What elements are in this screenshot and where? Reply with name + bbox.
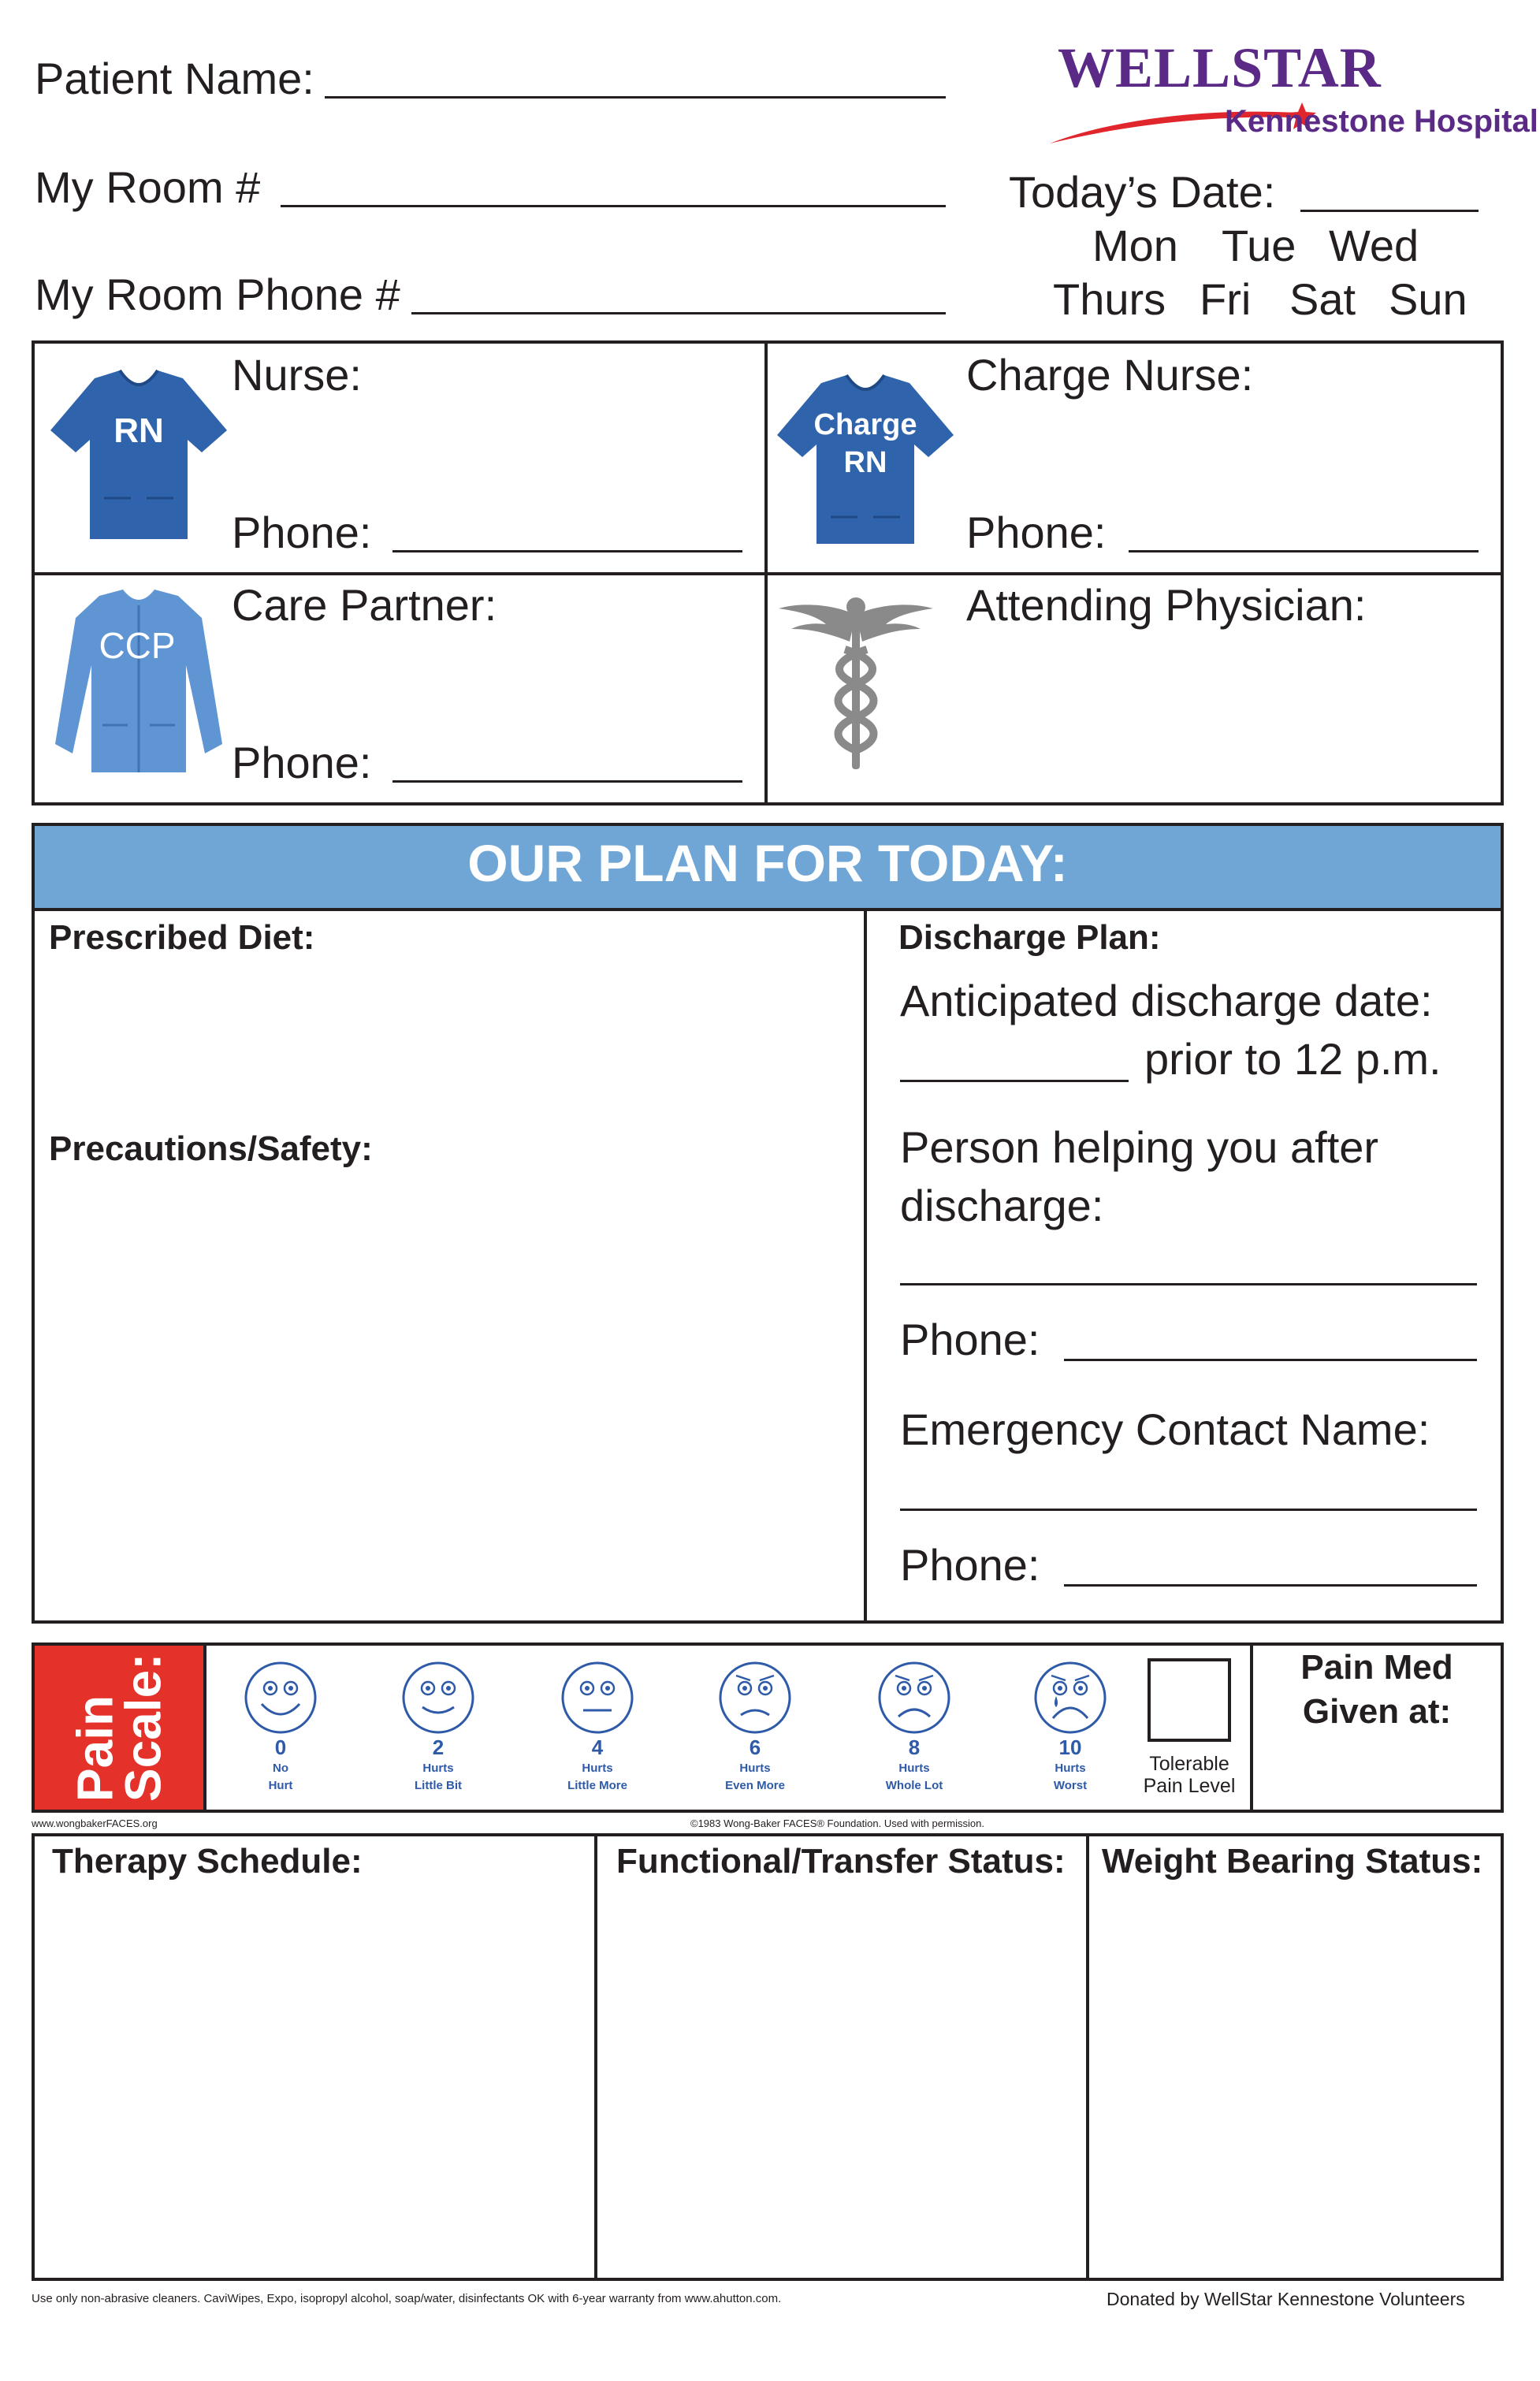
day-sun[interactable]: Sun bbox=[1389, 274, 1467, 324]
pain-face-6-icon[interactable] bbox=[717, 1660, 793, 1736]
charge-nurse-phone-field[interactable] bbox=[1129, 550, 1479, 552]
room-number-field[interactable] bbox=[281, 205, 946, 207]
care-partner-label: Care Partner: bbox=[232, 580, 497, 630]
person-helping-label-line1: Person helping you after bbox=[900, 1122, 1379, 1172]
pain-face-caption-line2: Whole Lot bbox=[885, 1779, 943, 1792]
caduceus-icon bbox=[777, 593, 935, 776]
wong-baker-copyright: ©1983 Wong-Baker FACES® Foundation. Used with permission. bbox=[690, 1817, 984, 1829]
ccp-jacket-icon bbox=[44, 586, 233, 783]
emergency-contact-label: Emergency Contact Name: bbox=[900, 1404, 1430, 1454]
todays-date-field[interactable] bbox=[1300, 210, 1479, 212]
wong-baker-website: www.wongbakerFACES.org bbox=[32, 1817, 158, 1829]
patient-name-label: Patient Name: bbox=[35, 54, 314, 103]
care-partner-phone-field[interactable] bbox=[392, 780, 742, 783]
pain-med-label-line1: Pain Med bbox=[1300, 1648, 1453, 1687]
pain-face-2-icon[interactable] bbox=[400, 1660, 476, 1736]
day-wed[interactable]: Wed bbox=[1329, 221, 1419, 270]
functional-transfer-status-label: Functional/Transfer Status: bbox=[616, 1842, 1066, 1881]
ccp-jacket-text: CCP bbox=[99, 625, 176, 666]
pain-face-caption-line1: Hurts bbox=[422, 1762, 454, 1775]
emergency-contact-name-field[interactable] bbox=[900, 1509, 1477, 1511]
anticipated-discharge-date-field[interactable] bbox=[900, 1080, 1129, 1082]
pain-face-caption-line2: Hurt bbox=[268, 1779, 293, 1792]
pain-scale-label-line2: Scale: bbox=[114, 1653, 171, 1802]
day-fri[interactable]: Fri bbox=[1200, 274, 1252, 324]
prior-to-noon-label: prior to 12 p.m. bbox=[1144, 1034, 1441, 1084]
pain-face-caption-line1: Hurts bbox=[739, 1762, 771, 1775]
emergency-phone-field[interactable] bbox=[1064, 1584, 1477, 1587]
day-tue[interactable]: Tue bbox=[1222, 221, 1296, 270]
day-thurs[interactable]: Thurs bbox=[1053, 274, 1166, 324]
status-divider-2 bbox=[1086, 1833, 1089, 2281]
charge-nurse-label: Charge Nurse: bbox=[966, 350, 1254, 400]
pain-face-0-icon[interactable] bbox=[243, 1660, 318, 1736]
charge-nurse-phone-label: Phone: bbox=[966, 508, 1107, 557]
plan-vertical-divider bbox=[864, 908, 867, 1624]
pain-face-caption-line2: Little Bit bbox=[415, 1779, 462, 1792]
pain-face-10-icon[interactable] bbox=[1032, 1660, 1108, 1736]
pain-face-caption-line2: Little More bbox=[567, 1779, 627, 1792]
emergency-phone-label: Phone: bbox=[900, 1540, 1040, 1590]
rn-scrub-icon bbox=[47, 364, 230, 547]
day-sat[interactable]: Sat bbox=[1289, 274, 1356, 324]
status-divider-1 bbox=[594, 1833, 597, 2281]
weight-bearing-status-label: Weight Bearing Status: bbox=[1102, 1842, 1483, 1881]
pain-scale-label bbox=[35, 1646, 203, 1810]
charge-rn-scrub-text-line1: Charge bbox=[813, 408, 917, 441]
person-helping-label-line2: discharge: bbox=[900, 1181, 1104, 1230]
pain-face-number: 2 bbox=[432, 1736, 445, 1759]
room-number-label: My Room # bbox=[35, 162, 261, 212]
pain-face-number: 10 bbox=[1058, 1736, 1082, 1759]
patient-name-field[interactable] bbox=[325, 96, 946, 99]
cleaning-note: Use only non-abrasive cleaners. CaviWipes, Expo, isopropyl alcohol, soap/water, disinfectants OK with 6-year warranty from www.ahutton.com. bbox=[32, 2292, 782, 2305]
person-helping-name-field[interactable] bbox=[900, 1283, 1477, 1285]
care-partner-phone-label: Phone: bbox=[232, 738, 372, 787]
donated-by: Donated by WellStar Kennestone Volunteers bbox=[1107, 2289, 1465, 2309]
pain-face-caption-line1: Hurts bbox=[582, 1762, 613, 1775]
rn-scrub-text: RN bbox=[113, 411, 164, 450]
pain-face-number: 0 bbox=[274, 1736, 287, 1759]
charge-rn-scrub-text-line2: RN bbox=[843, 446, 887, 479]
pain-scale-label-line1: Pain bbox=[66, 1695, 124, 1802]
precautions-safety-label: Precautions/Safety: bbox=[49, 1129, 373, 1168]
pain-face-caption-line2: Worst bbox=[1053, 1779, 1088, 1792]
room-phone-label: My Room Phone # bbox=[35, 270, 400, 319]
status-section bbox=[32, 1833, 1504, 2281]
logo-hospital-text: Kennestone Hospital bbox=[1225, 104, 1538, 139]
pain-face-caption-line1: No bbox=[273, 1762, 288, 1775]
nurse-label: Nurse: bbox=[232, 350, 362, 400]
prescribed-diet-label: Prescribed Diet: bbox=[49, 918, 315, 957]
pain-face-caption-line1: Hurts bbox=[898, 1762, 930, 1775]
logo-brand-text: WELLSTAR bbox=[1058, 36, 1382, 99]
pain-face-number: 4 bbox=[591, 1736, 604, 1759]
todays-date-label: Today’s Date: bbox=[1009, 167, 1276, 217]
room-phone-field[interactable] bbox=[411, 312, 946, 314]
anticipated-discharge-label: Anticipated discharge date: bbox=[900, 976, 1433, 1025]
attending-physician-label: Attending Physician: bbox=[966, 580, 1367, 630]
pain-face-caption-line1: Hurts bbox=[1055, 1762, 1086, 1775]
tolerable-label-line2: Pain Level bbox=[1143, 1775, 1236, 1797]
nurse-phone-label: Phone: bbox=[232, 508, 372, 557]
pain-face-4-icon[interactable] bbox=[560, 1660, 635, 1736]
pain-med-label-line2: Given at: bbox=[1302, 1692, 1452, 1731]
wellstar-logo bbox=[1048, 36, 1538, 150]
plan-banner-title: OUR PLAN FOR TODAY: bbox=[467, 834, 1068, 892]
day-mon[interactable]: Mon bbox=[1092, 221, 1178, 270]
helper-phone-field[interactable] bbox=[1064, 1359, 1477, 1361]
pain-face-number: 6 bbox=[749, 1736, 761, 1759]
nurse-phone-field[interactable] bbox=[392, 550, 742, 552]
therapy-schedule-label: Therapy Schedule: bbox=[52, 1842, 363, 1881]
pain-face-caption-line2: Even More bbox=[725, 1779, 785, 1792]
helper-phone-label: Phone: bbox=[900, 1315, 1040, 1364]
care-team-horizontal-divider bbox=[32, 572, 1504, 575]
tolerable-label-line1: Tolerable bbox=[1149, 1753, 1229, 1775]
pain-label-divider bbox=[203, 1643, 206, 1813]
discharge-plan-label: Discharge Plan: bbox=[898, 918, 1161, 957]
pain-face-8-icon[interactable] bbox=[876, 1660, 952, 1736]
tolerable-pain-level-checkbox[interactable] bbox=[1148, 1658, 1231, 1742]
pain-face-number: 8 bbox=[908, 1736, 921, 1759]
